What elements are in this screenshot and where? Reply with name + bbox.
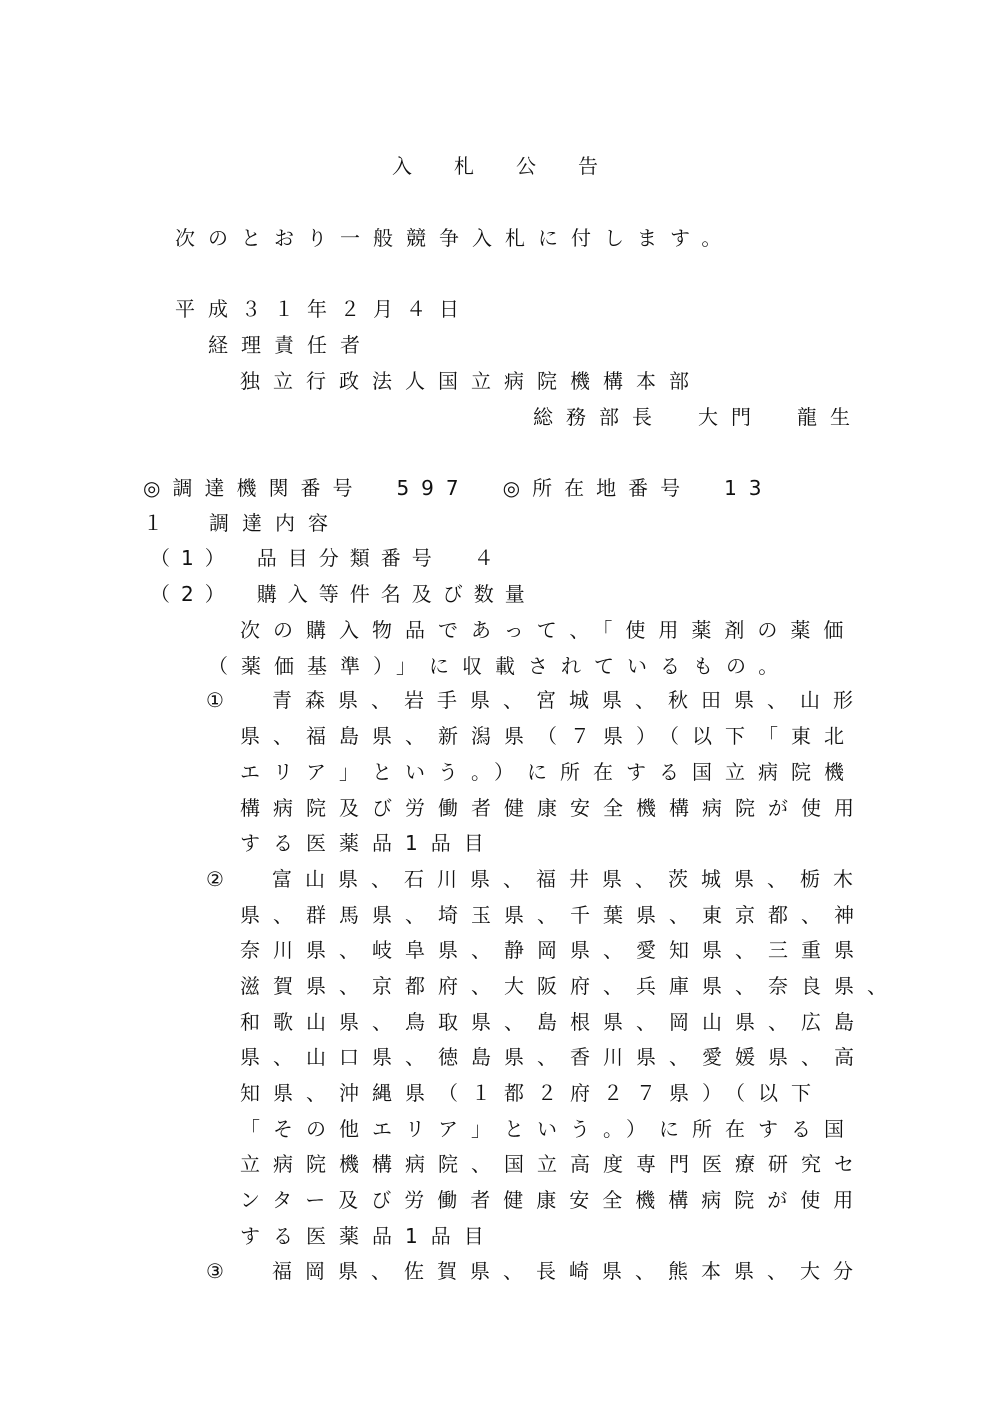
- area-2-line: 富山県、石川県、福井県、茨城県、栃木: [272, 867, 866, 891]
- area-2-line: 「その他エリア」という。）に所在する国: [240, 1117, 857, 1141]
- area-2-line: 知県、沖縄県（１都２府２７県）（以下: [240, 1081, 824, 1105]
- area-3-line: 福岡県、佐賀県、長崎県、熊本県、大分: [272, 1259, 866, 1283]
- area-2-line: 和歌山県、鳥取県、島根県、岡山県、広島: [240, 1010, 867, 1034]
- item-1: （1） 品目分類番号 ４: [150, 546, 505, 570]
- description-line: （薬価基準）」に収載されているもの。: [208, 654, 792, 678]
- procurement-codes: ◎調達機関番号 597 ◎所在地番号 13: [143, 476, 774, 500]
- area-2-line: 滋賀県、京都府、大阪府、兵庫県、奈良県、: [240, 974, 900, 998]
- area-2-line: 奈川県、岐阜県、静岡県、愛知県、三重県: [240, 938, 867, 962]
- section-1-heading: １ 調達内容: [143, 511, 341, 535]
- area-2-mark: ②: [206, 867, 237, 891]
- doc-title: 入札公告: [392, 154, 640, 178]
- notice-date: 平成３１年２月４日: [175, 297, 472, 321]
- area-1-line: 県、福島県、新潟県（７県）（以下「東北: [240, 724, 857, 748]
- intro-text: 次のとおり一般競争入札に付します。: [175, 226, 735, 250]
- description-line: 次の購入物品であって、「使用薬剤の薬価: [240, 618, 857, 642]
- area-2-line: 立病院機構病院、国立高度専門医療研究セ: [240, 1152, 867, 1176]
- area-2-line: ンター及び労働者健康安全機構病院が使用: [240, 1188, 867, 1212]
- area-1-line: 青森県、岩手県、宮城県、秋田県、山形: [272, 688, 866, 712]
- area-2-line: 県、山口県、徳島県、香川県、愛媛県、高: [240, 1045, 867, 1069]
- area-3-mark: ③: [206, 1259, 237, 1283]
- area-2-line: する医薬品1品目: [240, 1224, 497, 1248]
- area-1-line: する医薬品1品目: [240, 831, 497, 855]
- official-org: 独立行政法人国立病院機構本部: [240, 369, 702, 393]
- official-role: 経理責任者: [208, 333, 373, 357]
- area-2-line: 県、群馬県、埼玉県、千葉県、東京都、神: [240, 903, 867, 927]
- item-2: （2） 購入等件名及び数量: [150, 582, 536, 606]
- official-name: 総務部長 大門 龍生: [533, 405, 863, 429]
- area-1-mark: ①: [206, 688, 237, 712]
- area-1-line: 構病院及び労働者健康安全機構病院が使用: [240, 796, 867, 820]
- area-1-line: エリア」という。）に所在する国立病院機: [240, 760, 857, 784]
